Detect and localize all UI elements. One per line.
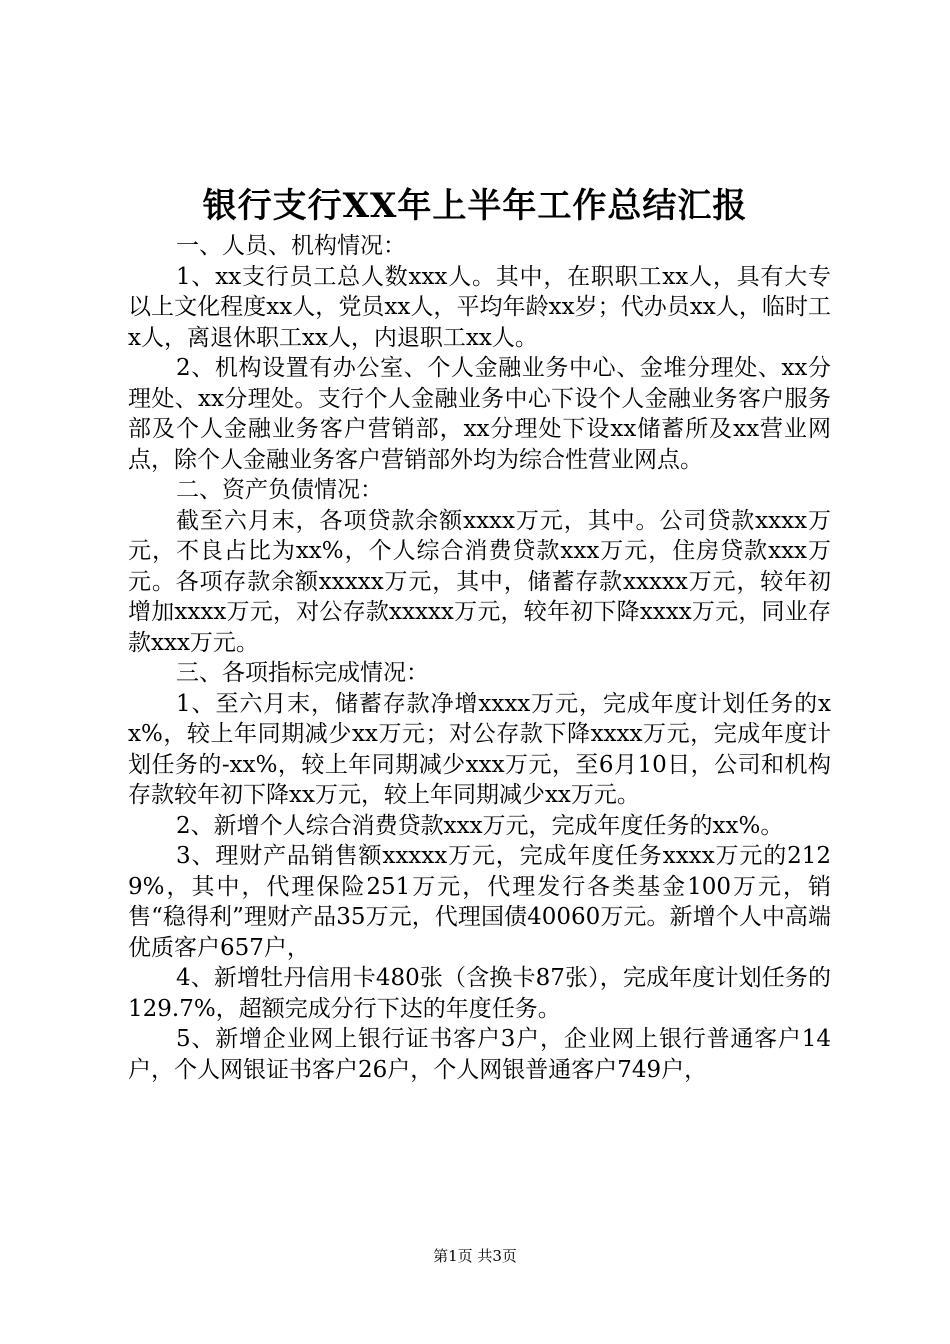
page-footer: 第1页 共3页 [433,1247,517,1265]
section-heading: 一、人员、机构情况： [176,233,406,259]
paragraph: 4、新增牡丹信用卡480张（含换卡87张），完成年度计划任务的129.7%，超额完成分行下达的年度任务。 [128,965,831,1022]
paragraph: 1、至六月末，储蓄存款净增xxxx万元，完成年度计划任务的xx%，较上年同期减少xx万元；对公存款下降xxxx万元，完成年度计划任务的-xx%，较上年同期减少xxx万元，至6月10日，公司和机构存款较年初下降xx万元，较上年同期减少xx万元。 [128,690,831,808]
paragraph: 5、新增企业网上银行证书客户3户，企业网上银行普通客户14户，个人网银证书客户26户，个人网银普通客户749户， [128,1026,831,1083]
paragraph: 截至六月末，各项贷款余额xxxx万元，其中。公司贷款xxxx万元，不良占比为xx%，个人综合消费贷款xxx万元，住房贷款xxx万元。各项存款余额xxxxx万元，其中，储蓄存款xxxxx万元，较年初增加xxxx万元，对公存款xxxxx万元，较年初下降xxxx万元，同业存款xxx万元。 [128,507,831,656]
section-heading: 三、各项指标完成情况： [176,660,429,686]
paragraph: 2、机构设置有办公室、个人金融业务中心、金堆分理处、xx分理处、xx分理处。支行个人金融业务中心下设个人金融业务客户服务部及个人金融业务客户营销部，xx分理处下设xx储蓄所及xx营业网点，除个人金融业务客户营销部外均为综合性营业网点。 [128,355,831,473]
paragraph: 2、新增个人综合消费贷款xxx万元，完成年度任务的xx%。 [176,812,784,839]
paragraph: 3、理财产品销售额xxxxx万元，完成年度任务xxxx万元的2129%，其中，代理保险251万元，代理发行各类基金100万元，销售“稳得利”理财产品35万元，代理国债40060万元。新增个人中高端优质客户657户， [128,843,831,961]
paragraph: 1、xx支行员工总人数xxx人。其中，在职职工xx人，具有大专以上文化程度xx人，党员xx人，平均年龄xx岁；代办员xx人，临时工x人，离退休职工xx人，内退职工xx人。 [128,263,831,351]
document-title: 银行支行XX年上半年工作总结汇报 [202,186,748,226]
section-heading: 二、资产负债情况： [176,477,383,503]
document-body [128,231,831,1085]
